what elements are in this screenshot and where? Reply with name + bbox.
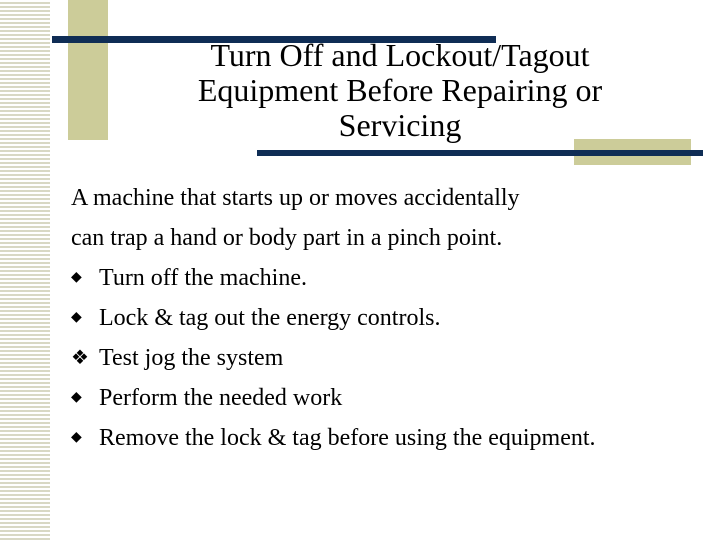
bullet-text: Turn off the machine. [99, 265, 307, 291]
slide-body [71, 178, 711, 458]
bullet-item [71, 258, 711, 298]
left-stripe-decoration [0, 0, 50, 540]
four-diamond-bullet-icon: ❖ [71, 347, 89, 369]
bullet-text: Perform the needed work [99, 385, 343, 411]
diamond-bullet-icon: ◆ [71, 310, 82, 325]
diamond-bullet-icon: ◆ [71, 270, 82, 285]
slide-title: Turn Off and Lockout/Tagout Equipment Before Repairing or Servicing [197, 37, 603, 143]
tan-accent-block-left [68, 0, 108, 140]
bullet-text: Remove the lock & tag before using the equipment. [99, 425, 596, 451]
bullet-item [71, 298, 711, 338]
intro-line-1: A machine that starts up or moves accidentally [71, 185, 520, 211]
bullet-item [71, 338, 711, 378]
bullet-text: Test jog the system [99, 345, 284, 371]
navy-rule-bottom [257, 150, 703, 156]
diamond-bullet-icon: ◆ [71, 430, 82, 445]
diamond-bullet-icon: ◆ [71, 390, 82, 405]
bullet-item [71, 378, 711, 418]
intro-line-2: can trap a hand or body part in a pinch point. [71, 225, 503, 251]
bullet-item [71, 418, 711, 458]
bullet-text: Lock & tag out the energy controls. [99, 305, 441, 331]
